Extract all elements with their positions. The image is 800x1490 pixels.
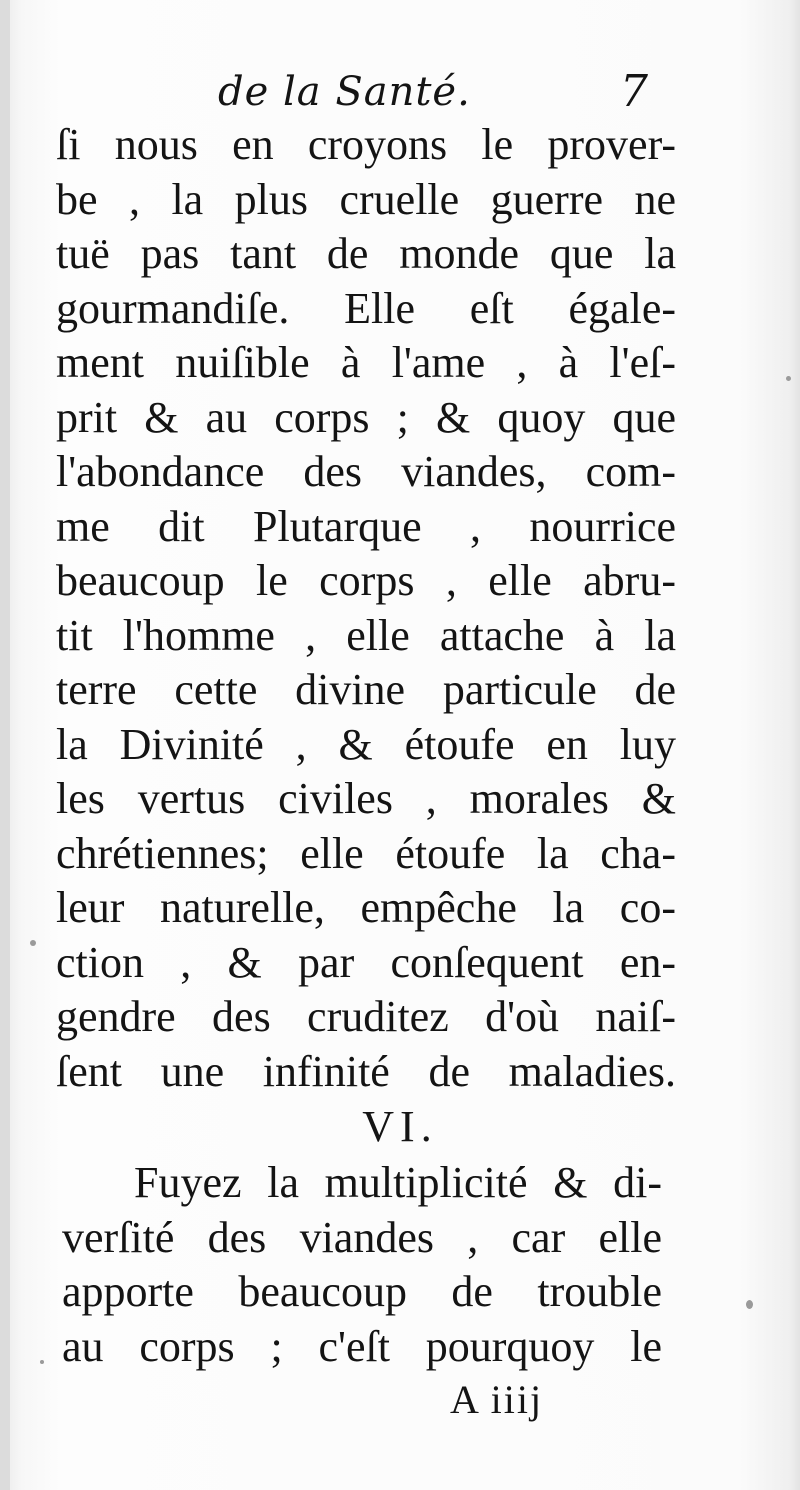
text-line: au corps ; c'eſt pourquoy le (62, 1321, 662, 1371)
text-line: me dit Plutarque , nourrice (56, 501, 676, 551)
paper-speck (746, 1300, 753, 1309)
paragraph-1 (56, 118, 676, 1099)
text-line: la Divinité , & étoufe en luy (56, 719, 676, 769)
text-line: Fuyez la multiplicité & di- (134, 1158, 662, 1207)
paragraph-2 (62, 1156, 662, 1374)
paper-speck (786, 376, 791, 381)
paper-speck (30, 940, 36, 946)
text-line: ſent une infinité de maladies. (56, 1046, 676, 1096)
text-line: gourmandiſe. Elle eſt égale- (56, 283, 676, 333)
signature-mark: A iiij (450, 1377, 544, 1422)
text-line: beaucoup le corps , elle abru- (56, 556, 676, 605)
text-line: ction , & par conſequent en- (56, 937, 676, 987)
text-line: verſité des viandes , car elle (62, 1212, 662, 1262)
page-header (0, 62, 800, 122)
text-line: leur naturelle, empêche la co- (56, 883, 676, 932)
text-line: gendre des cruditez d'où naiſ- (56, 992, 676, 1041)
text-line: tit l'homme , elle attache à la (56, 610, 676, 660)
section-number: VI. (362, 1102, 438, 1151)
text-line: prit & au corps ; & quoy que (56, 392, 676, 442)
text-line: ment nuiſible à l'ame , à l'eſ- (56, 338, 676, 387)
paper-speck (40, 1360, 44, 1364)
text-line: ſi nous en croyons le prover- (56, 120, 676, 169)
text-line: l'abondance des viandes, com- (56, 447, 676, 496)
text-line: chrétiennes; elle étoufe la cha- (56, 828, 676, 878)
page-number: 7 (620, 66, 648, 117)
text-line: terre cette divine particule de (56, 665, 676, 714)
running-head: de la Santé. (218, 69, 471, 115)
text-line: tuë pas tant de monde que la (56, 229, 676, 278)
text-line: be , la plus cruelle guerre ne (56, 174, 676, 224)
text-line: les vertus civiles , morales & (56, 774, 676, 823)
page-edge-shadow (0, 0, 10, 1490)
text-line: apporte beaucoup de trouble (62, 1267, 662, 1316)
